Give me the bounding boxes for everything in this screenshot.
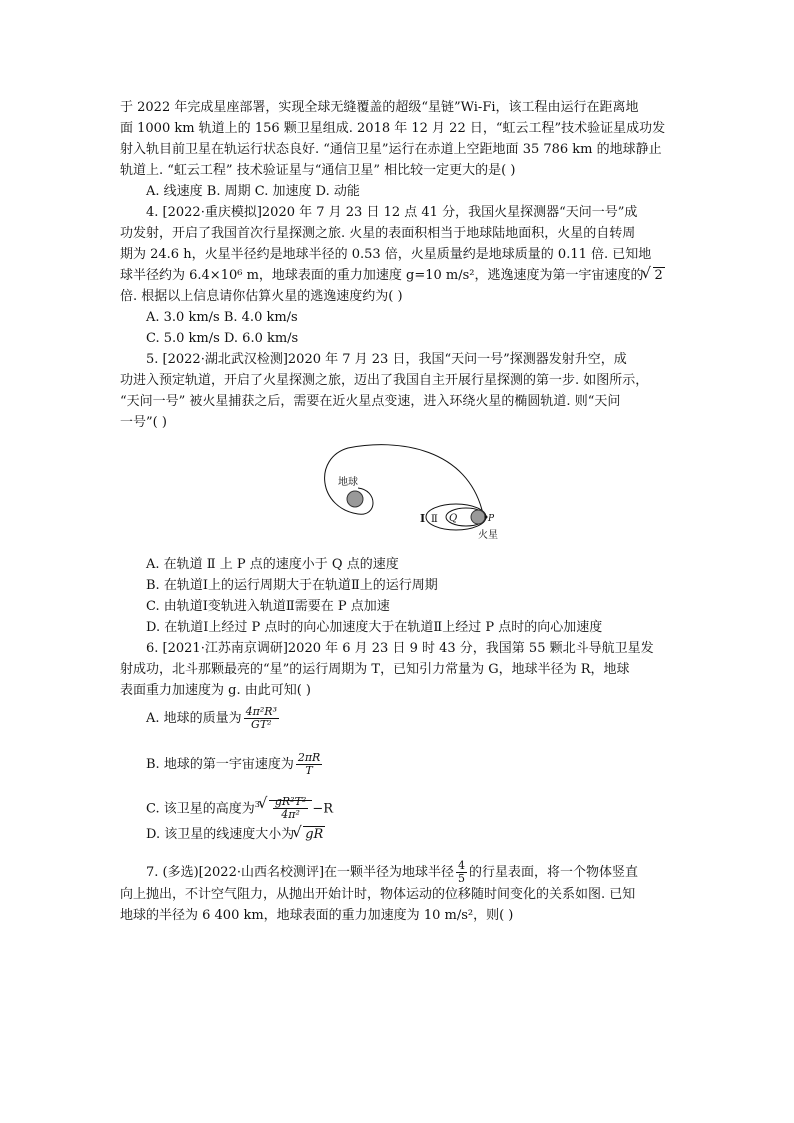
q6-option-c-tail: −R — [312, 801, 334, 817]
q5-line: “天问一号” 被火星捕获之后，需要在近火星点变速，进入环绕火星的椭圆轨道. 则“天问 — [120, 394, 621, 409]
q4-line: 倍. 根据以上信息请你估算火星的逃逸速度约为( ) — [120, 289, 403, 304]
text-line: 面 1000 km 轨道上的 156 颗卫星组成. 2018 年 12 月 22 日，“虹云工程”技术验证星成功发 — [120, 121, 666, 136]
q4-line — [120, 266, 665, 286]
orbit-II-label: Ⅱ — [431, 514, 438, 525]
q5-option-a: A. 在轨道 Ⅱ 上 P 点的速度小于 Q 点的速度 — [146, 557, 399, 572]
sqrt-radicand: 2 — [654, 268, 663, 283]
q5-option-c: C. 由轨道Ⅰ变轨进入轨道Ⅱ需要在 P 点加速 — [146, 599, 390, 614]
fraction-denominator: 5 — [458, 872, 466, 885]
q7-line — [146, 860, 638, 885]
q7-line-text: 7. (多选)[2022·山西名校测评]在一颗半径为地球半径 — [146, 865, 455, 880]
q3-options: A. 线速度 B. 周期 C. 加速度 D. 动能 — [146, 184, 360, 199]
text-line: 轨道上. “虹云工程” 技术验证星与“通信卫星” 相比较一定更大的是( ) — [120, 163, 516, 178]
q4-line-text: 球半径约为 6.4×10⁶ m，地球表面的重力加速度 g=10 m/s²，逃逸速度为第一宇宙速度的 — [120, 268, 644, 283]
q7-line-text: 的行星表面，将一个物体竖直 — [469, 865, 639, 880]
q6-line: 射成功，北斗那颗最亮的“星”的运行周期为 T，已知引力常量为 G，地球半径为 R，地球 — [120, 662, 630, 677]
root-index: 3 — [254, 800, 260, 809]
fraction-denominator: T — [305, 764, 313, 777]
q5-line: 5. [2022·湖北武汉检测]2020 年 7 月 23 日，我国“天问一号”探测器发射升空，成 — [146, 352, 627, 367]
q5-option-d: D. 在轨道Ⅰ上经过 P 点时的向心加速度大于在轨道Ⅱ上经过 P 点时的向心加速度 — [146, 620, 603, 635]
fraction — [456, 860, 467, 885]
mars-circle — [471, 510, 485, 524]
q4-line: 功发射，开启了我国首次行星探测之旅. 火星的表面积相当于地球陆地面积，火星的自转周 — [120, 226, 636, 241]
earth-label: 地球 — [338, 477, 358, 488]
q5-option-b: B. 在轨道Ⅰ上的运行周期大于在轨道Ⅱ上的运行周期 — [146, 578, 438, 593]
q6-option-b-text: B. 地球的第一宇宙速度为 — [146, 757, 294, 772]
fraction-numerator: 2πR — [297, 751, 321, 764]
sqrt-radicand — [269, 795, 312, 822]
sqrt-symbol — [260, 796, 312, 821]
fraction-numerator: 4π²R³ — [245, 705, 277, 718]
text-line: 射入轨目前卫星在轨运行状态良好. “通信卫星”运行在赤道上空距地面 35 786 km 的地球静止 — [120, 142, 662, 157]
fraction-numerator: 4 — [458, 859, 466, 872]
q4-line: 期为 24.6 h，火星半径约是地球半径的 0.53 倍，火星质量约是地球质量的 0.11 倍. 已知地 — [120, 247, 652, 262]
fraction-numerator: √ gR²T² — [274, 795, 307, 809]
q6-option-d — [146, 825, 325, 845]
fraction — [296, 752, 323, 777]
orbit-diagram — [318, 438, 518, 550]
q5-line: 一号”( ) — [120, 415, 167, 430]
mars-label: 火星 — [478, 530, 498, 541]
fraction-denominator: 4π² — [281, 808, 300, 822]
q6-option-a — [146, 706, 281, 731]
q6-line: 表面重力加速度为 g. 由此可知( ) — [120, 683, 311, 698]
text-line: 于 2022 年完成星座部署，实现全球无缝覆盖的超级“星链”Wi-Fi，该工程由运行在距离地 — [120, 100, 639, 115]
q7-line: 地球的半径为 6 400 km，地球表面的重力加速度为 10 m/s²，则( ) — [120, 908, 514, 923]
q6-option-c-text: C. 该卫星的高度为 — [146, 801, 255, 817]
sqrt-symbol — [294, 825, 325, 845]
q6-option-b — [146, 752, 324, 777]
point-P-label: P — [488, 514, 495, 524]
sqrt-radicand: gR — [305, 827, 324, 842]
q7-line: 向上抛出，不计空气阻力，从抛出开始计时，物体运动的位移随时间变化的关系如图. 已知 — [120, 887, 636, 902]
orbit-I-label: Ⅰ — [420, 512, 426, 525]
fraction — [244, 706, 279, 731]
q6-line: 6. [2021·江苏南京调研]2020 年 6 月 23 日 9 时 43 分，我国第 55 颗北斗导航卫星发 — [146, 641, 654, 656]
q6-option-a-text: A. 地球的质量为 — [146, 711, 242, 726]
q6-option-d-text: D. 该卫星的线速度大小为 — [146, 827, 295, 842]
q4-line: 4. [2022·重庆模拟]2020 年 7 月 23 日 12 点 41 分，我国火星探测器“天问一号”成 — [146, 205, 638, 220]
fraction-denominator: GT² — [251, 718, 272, 731]
q6-option-c — [146, 795, 333, 821]
q4-options-cd: C. 5.0 km/s D. 6.0 km/s — [146, 331, 299, 346]
q5-line: 功进入预定轨道，开启了火星探测之旅，迈出了我国自主开展行星探测的第一步. 如图所示， — [120, 373, 649, 388]
fraction — [273, 796, 308, 821]
point-Q-label: Q — [449, 513, 458, 524]
earth-circle — [347, 491, 363, 507]
sqrt-symbol — [644, 266, 665, 286]
q4-options-ab: A. 3.0 km/s B. 4.0 km/s — [146, 310, 298, 325]
